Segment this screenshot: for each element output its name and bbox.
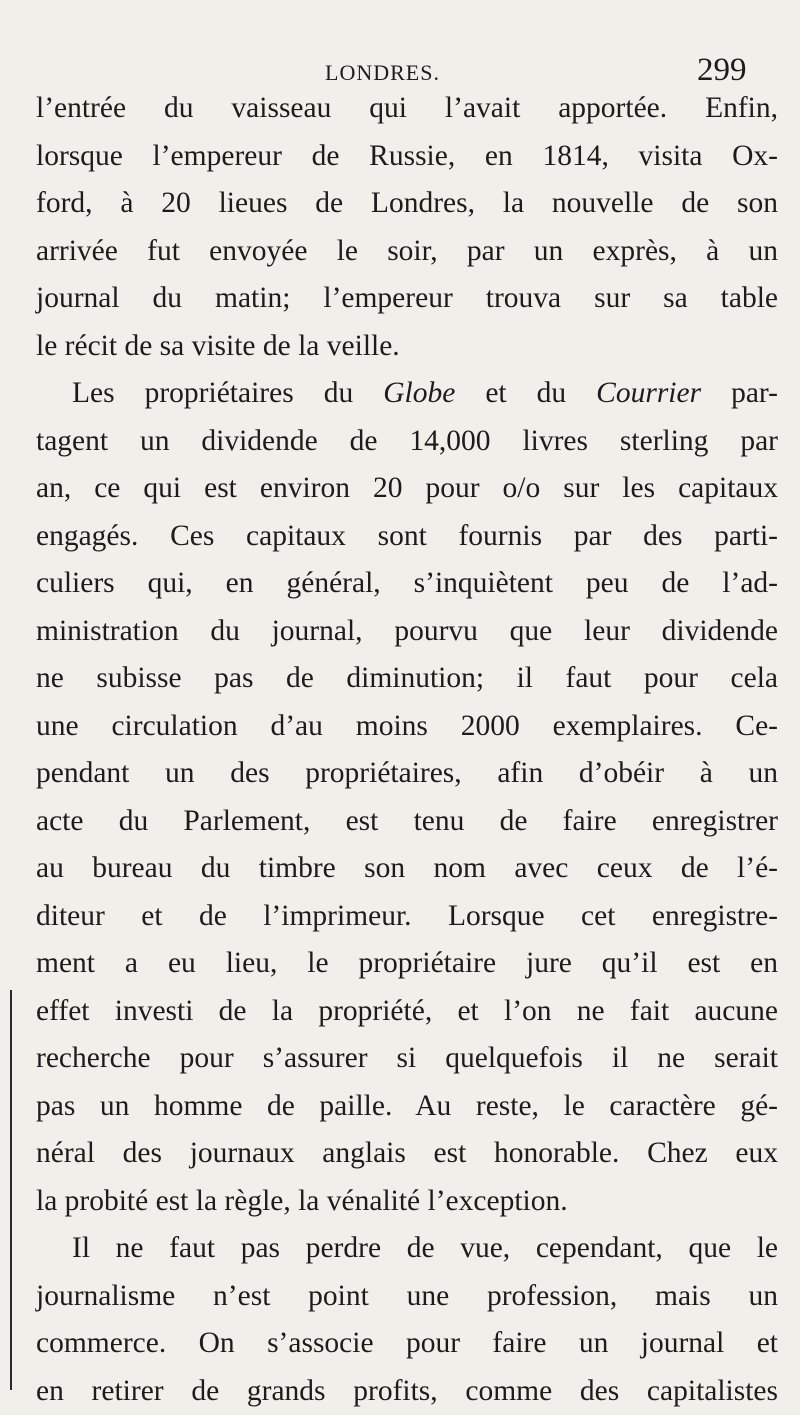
text-line: recherche pour s’assurer si quelquefois il ne serait	[36, 1035, 778, 1083]
text-line: pas un homme de paille. Au reste, le caractère gé-	[36, 1083, 778, 1131]
text-line: ment a eu lieu, le propriétaire jure qu’il est en	[36, 940, 778, 988]
text-line: journal du matin; l’empereur trouva sur sa table	[36, 275, 778, 323]
page-number: 299	[697, 52, 747, 89]
text-line: engagés. Ces capitaux sont fournis par des parti-	[36, 513, 778, 561]
text-line: Il ne faut pas perdre de vue, cependant, que le	[36, 1225, 778, 1273]
text-line: diteur et de l’imprimeur. Lorsque cet enregistre-	[36, 893, 778, 941]
text-line: commerce. On s’associe pour faire un journal et	[36, 1320, 778, 1368]
newspaper-title: Globe	[383, 377, 455, 409]
text-line: lorsque l’empereur de Russie, en 1814, visita Ox-	[36, 133, 778, 181]
text-line: acte du Parlement, est tenu de faire enregistrer	[36, 798, 778, 846]
text-line: la probité est la règle, la vénalité l’exception.	[36, 1178, 778, 1226]
text-line: ministration du journal, pourvu que leur dividende	[36, 608, 778, 656]
text-line: l’entrée du vaisseau qui l’avait apportée. Enfin,	[36, 85, 778, 133]
text-line: culiers qui, en général, s’inquiètent peu de l’ad-	[36, 560, 778, 608]
text-line: néral des journaux anglais est honorable. Chez eux	[36, 1130, 778, 1178]
text-line: ne subisse pas de diminution; il faut pour cela	[36, 655, 778, 703]
text-line: effet investi de la propriété, et l’on ne fait aucune	[36, 988, 778, 1036]
text-line: Les propriétaires du Globe et du Courrier par-	[36, 370, 778, 418]
text-line: an, ce qui est environ 20 pour o/o sur les capitaux	[36, 465, 778, 513]
text-line: une circulation d’au moins 2000 exemplaires. Ce-	[36, 703, 778, 751]
text-line: pendant un des propriétaires, afin d’obéir à un	[36, 750, 778, 798]
text-line: en retirer de grands profits, comme des capitalistes	[36, 1368, 778, 1415]
text-line: ford, à 20 lieues de Londres, la nouvelle de son	[36, 180, 778, 228]
text-line: le récit de sa visite de la veille.	[36, 323, 778, 371]
newspaper-title: Courrier	[596, 377, 701, 409]
text-line: au bureau du timbre son nom avec ceux de l’é-	[36, 845, 778, 893]
running-title: LONDRES.	[325, 60, 440, 86]
page-edge-line	[10, 990, 12, 1390]
text-line: tagent un dividende de 14,000 livres sterling par	[36, 418, 778, 466]
body-text	[36, 85, 778, 1415]
text-line: journalisme n’est point une profession, mais un	[36, 1273, 778, 1321]
text-line: arrivée fut envoyée le soir, par un exprès, à un	[36, 228, 778, 276]
